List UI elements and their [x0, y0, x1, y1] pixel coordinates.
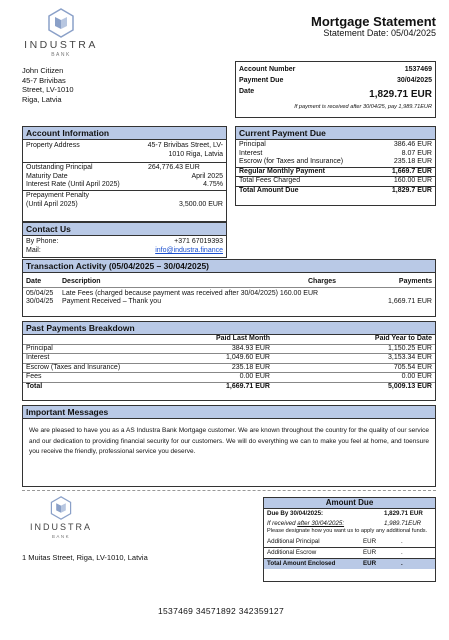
- amount-due-value: 1,829.71 EUR: [369, 89, 432, 100]
- table-row: Escrow (Taxes and Insurance) 235.18 EUR 705.54 EUR: [23, 363, 435, 373]
- outstanding-principal-value: 264,776.43 EUR: [148, 164, 200, 172]
- page-title: Mortgage Statement: [311, 14, 436, 29]
- transaction-row: 05/04/25 Late Fees (charged because payment was received after 30/04/2025) 160.00 EUR: [23, 287, 435, 298]
- total-amount-due-label: Total Amount Due: [239, 186, 299, 194]
- col-date: Date: [26, 278, 42, 285]
- additional-escrow-label: Additional Escrow: [267, 548, 317, 556]
- important-messages-section: [22, 405, 436, 487]
- account-summary-box: [235, 61, 436, 118]
- brand-logo: [20, 8, 102, 64]
- brand-name: INDUSTRA: [24, 39, 98, 51]
- mail-link[interactable]: info@industra.finance: [155, 246, 223, 254]
- cp-principal-label: Principal: [239, 141, 266, 148]
- transaction-row: 30/04/25 Payment Received – Thank you 1,669.71 EUR: [26, 298, 432, 306]
- outstanding-principal-label: Outstanding Principal: [26, 164, 93, 172]
- cp-escrow-value: 235.18 EUR: [393, 158, 432, 166]
- payment-due-value: 30/04/2025: [396, 77, 432, 84]
- designate-instructions: Please designate how you want us to apply any additional funds.: [267, 528, 428, 534]
- late-value: 1,989.71EUR: [384, 520, 422, 527]
- late-label-date: after 30/04/2025:: [297, 520, 345, 527]
- important-messages-body: We are pleased to have you as a AS Industra Bank Mortgage customer. We are known throughout the country for the quality of our service and our dedication to providing financial security for our customers. We will do everything we can to make you feel at home, and toensure you receive the friendly, professional service you deserve.: [29, 427, 429, 455]
- account-number-label: Account Number: [239, 66, 296, 73]
- prepayment-penalty-value: 3,500.00 EUR: [179, 200, 223, 208]
- current-payment-box: [235, 126, 436, 206]
- phone-value[interactable]: +371 67019393: [174, 238, 223, 245]
- table-row: Fees 0.00 EUR 0.00 EUR: [23, 373, 435, 383]
- customer-line3: Riga, Latvia: [22, 94, 62, 104]
- prepayment-penalty-until: (Until April 2025): [26, 200, 78, 208]
- total-amount-due-value: 1,829.7 EUR: [391, 186, 432, 194]
- interest-rate-label: Interest Rate (Until April 2025): [26, 181, 120, 189]
- property-address-label: Property Address: [26, 142, 80, 149]
- table-row: Interest 1,049.60 EUR 3,153.34 EUR: [23, 354, 435, 364]
- customer-name: John Citizen: [22, 66, 64, 75]
- additional-principal-label: Additional Principal: [267, 537, 320, 545]
- statement-date: Statement Date: 05/04/2025: [323, 28, 436, 38]
- total-enclosed-input[interactable]: .: [401, 559, 403, 567]
- additional-principal-input[interactable]: .: [401, 537, 403, 545]
- total-enclosed-label: Total Amount Enclosed: [267, 559, 336, 567]
- regular-payment-label: Regular Monthly Payment: [239, 167, 325, 175]
- footer-brand-logo: [20, 496, 102, 544]
- transaction-section: [22, 259, 436, 317]
- transaction-header: Transaction Activity (05/04/2025 – 30/04/2025): [23, 259, 435, 273]
- past-payments-header: Past Payments Breakdown: [23, 322, 435, 335]
- table-row: Principal 384.93 EUR 1,150.25 EUR: [23, 344, 435, 354]
- col-payments: Payments: [398, 278, 432, 285]
- contact-header: Contact Us: [23, 222, 226, 236]
- col-description: Description: [62, 278, 101, 285]
- bank-address: 1 Muitas Street, Riga, LV-1010, Latvia: [22, 553, 148, 562]
- mail-label: Mail:: [26, 246, 41, 254]
- col-paid-last-month: Paid Last Month: [215, 335, 270, 342]
- footer-brand-sub: BANK: [51, 534, 71, 539]
- industra-logo-icon: [46, 8, 76, 38]
- col-paid-ytd: Paid Year to Date: [374, 335, 432, 342]
- total-fees-label: Total Fees Charged: [239, 177, 301, 185]
- amount-due-coupon: Amount Due Due By 30/04/2025: 1,829.71 EUR If received after 30/04/2025: 1,989.71EUR Please designate how you want us to apply any additional funds. Additional Principal EUR . Additional Escrow EUR . Total Amount Enclosed EUR .: [263, 497, 436, 582]
- late-label-prefix: If received: [267, 520, 298, 527]
- late-payment-note: If payment is received after 30/04/25, pay 1,989.71EUR: [294, 104, 432, 110]
- cp-interest-label: Interest: [239, 149, 263, 157]
- regular-payment-value: 1,669.7 EUR: [391, 167, 432, 175]
- table-row-total: Total 1,669.71 EUR 5,009.13 EUR: [23, 382, 435, 391]
- account-information-box: [22, 126, 227, 222]
- industra-logo-icon: [49, 496, 73, 520]
- customer-line2: Street, LV-1010: [22, 85, 74, 94]
- cp-interest-value: 8.07 EUR: [401, 149, 432, 157]
- prepayment-penalty-label: Prepayment Penalty: [26, 191, 90, 199]
- past-payments-table-header: [23, 335, 435, 344]
- phone-label: By Phone:: [26, 238, 59, 245]
- contact-box: [22, 222, 227, 258]
- maturity-date-label: Maturity Date: [26, 172, 68, 180]
- col-charges: Charges: [308, 278, 337, 285]
- date-label: Date: [239, 88, 255, 95]
- current-payment-header: Current Payment Due: [236, 127, 435, 140]
- footer-brand-name: INDUSTRA: [29, 522, 92, 532]
- transaction-table-header: [23, 278, 435, 287]
- account-number-value: 1537469: [404, 66, 432, 73]
- customer-address: [22, 66, 74, 104]
- cp-principal-value: 386.46 EUR: [393, 141, 432, 148]
- tear-line: [22, 490, 436, 491]
- additional-escrow-input[interactable]: .: [401, 548, 403, 556]
- maturity-date-value: April 2025: [191, 172, 223, 180]
- amount-due-header: Amount Due: [264, 498, 435, 509]
- interest-rate-value: 4.75%: [203, 181, 223, 189]
- account-information-header: Account Information: [23, 127, 226, 140]
- micr-line: 1537469 34571892 342359127: [158, 606, 284, 616]
- due-by-value: 1,829.71 EUR: [384, 510, 423, 517]
- total-fees-value: 160.00 EUR: [393, 177, 432, 185]
- past-payments-section: [22, 321, 436, 401]
- brand-sub: BANK: [51, 52, 71, 58]
- property-address-value: 45-7 Brivibas Street, LV-1010 Riga, Latvia: [147, 142, 223, 158]
- customer-line1: 45-7 Brivibas: [22, 75, 66, 85]
- important-messages-header: Important Messages: [23, 406, 435, 419]
- cp-escrow-label: Escrow (for Taxes and Insurance): [239, 158, 344, 166]
- due-by-label: Due By 30/04/2025:: [267, 510, 324, 517]
- payment-due-label: Payment Due: [239, 77, 284, 84]
